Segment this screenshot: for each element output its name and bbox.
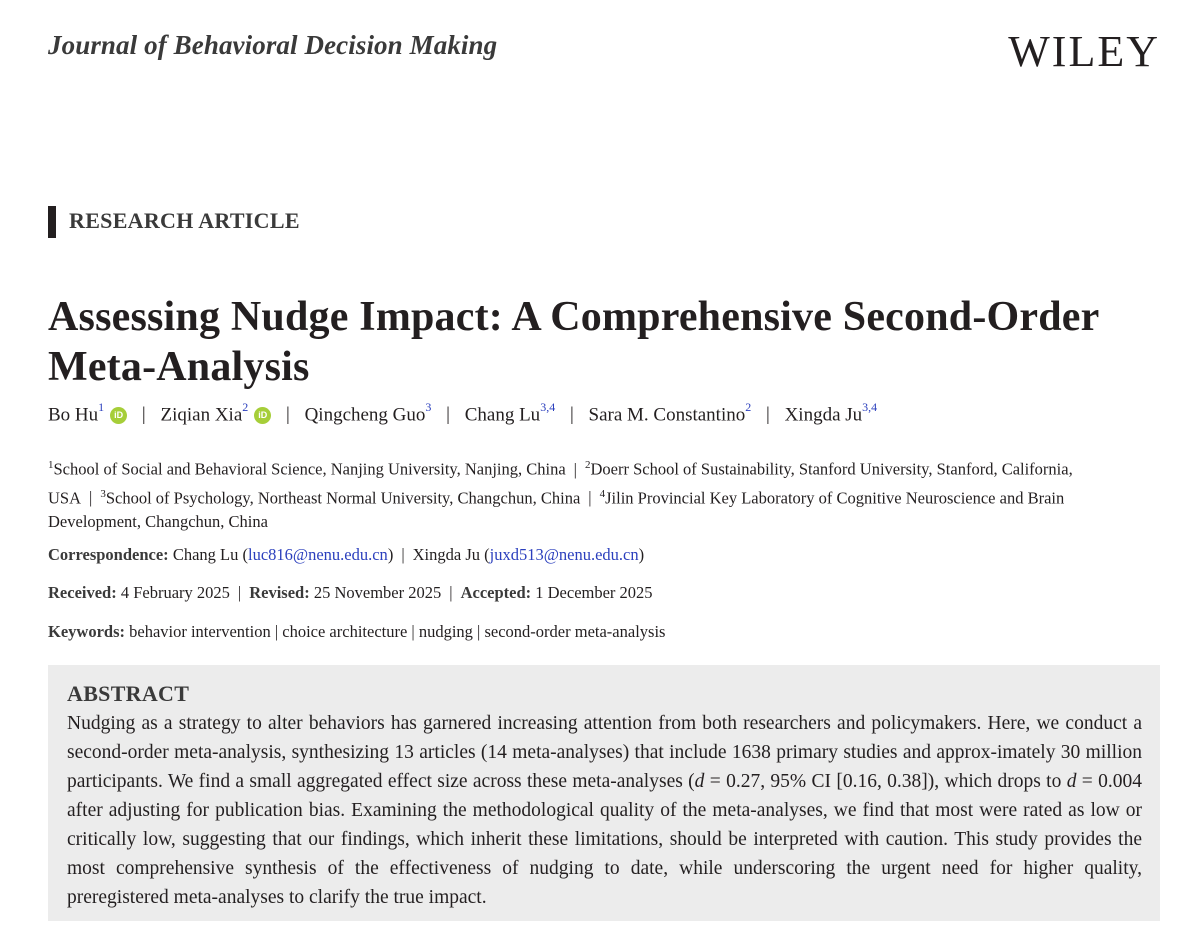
author-affiliation-sup[interactable]: 2 xyxy=(745,400,752,414)
orcid-icon[interactable]: iD xyxy=(110,407,127,424)
author-name[interactable]: Sara M. Constantino xyxy=(588,404,746,426)
abstract-text xyxy=(67,709,1142,912)
affiliation-text: Doerr School of Sustainability, Stanford University, Stanford, California, USA xyxy=(48,459,1073,507)
journal-title: Journal of Behavioral Decision Making xyxy=(48,30,498,60)
author-name[interactable]: Xingda Ju xyxy=(784,404,863,426)
affiliation-number: 4 xyxy=(599,487,606,500)
author-name[interactable]: Qingcheng Guo xyxy=(304,404,426,426)
abstract-text-part: = 0.004 after adjusting for publication bias. Examining the methodological quality of the meta-analyses, we find that most were rated as low or critically low, suggesting that our findings, which inherit these limitations, should be interpreted with caution. This study provides the most comprehensive synthesis of the effectiveness of nudging to date, while underscoring the urgent need for higher quality, preregistered meta-analyses to clarify the true impact. xyxy=(67,771,1142,908)
author-affiliation-sup[interactable]: 3,4 xyxy=(862,400,878,414)
author-separator: | xyxy=(286,404,290,426)
author-name[interactable]: Ziqian Xia xyxy=(160,404,243,426)
keywords-label: Keywords: xyxy=(48,622,125,641)
accepted-label: Accepted: xyxy=(460,583,532,602)
abstract-box xyxy=(48,665,1160,921)
correspondence-line: Correspondence: Chang Lu (luc816@nenu.edu.cn) | Xingda Ju (juxd513@nenu.edu.cn) xyxy=(48,545,645,564)
accepted-date: 1 December 2025 xyxy=(535,583,653,602)
author-separator: | xyxy=(766,404,770,426)
article-type-bar xyxy=(48,206,56,238)
author-separator: | xyxy=(569,404,574,426)
author-separator: | xyxy=(141,404,146,426)
keywords-text: behavior intervention | choice architecture | nudging | second-order meta-analysis xyxy=(129,622,666,641)
affiliation-separator: | xyxy=(89,488,93,507)
email-link[interactable]: juxd513@nenu.edu.cn xyxy=(489,545,639,564)
affiliations xyxy=(48,453,1158,534)
email-link[interactable]: luc816@nenu.edu.cn xyxy=(247,545,388,564)
author-list xyxy=(48,402,1168,426)
author-affiliation-sup[interactable]: 1 xyxy=(98,400,105,414)
article-type: RESEARCH ARTICLE xyxy=(69,208,300,233)
correspondence-name: Chang Lu xyxy=(172,545,239,564)
received-date: 4 February 2025 xyxy=(120,583,230,602)
author-affiliation-sup[interactable]: 3 xyxy=(425,400,432,414)
affiliation-separator: | xyxy=(573,459,577,479)
correspondence-label: Correspondence: xyxy=(48,545,169,564)
affiliation-text: Jilin Provincial Key Laboratory of Cognitive Neuroscience and Brain Development, Changchun, China xyxy=(48,488,1065,531)
author-separator: | xyxy=(446,404,450,426)
correspondence-name: Xingda Ju xyxy=(412,545,480,564)
affiliation-text: School of Psychology, Northeast Normal University, Changchun, China xyxy=(105,488,581,507)
abstract-text-part: = 0.27, 95% CI [0.16, 0.38]), which drops to xyxy=(704,771,1067,792)
author-affiliation-sup[interactable]: 3,4 xyxy=(540,400,556,414)
article-title: Assessing Nudge Impact: A Comprehensive Second-Order Meta-Analysis xyxy=(48,294,1099,390)
author-name[interactable]: Bo Hu xyxy=(48,404,99,426)
abstract-text-part: Nudging as a strategy to alter behaviors has garnered increasing attention from both researchers and policymakers. Here, we conduct a second-order meta-analysis, synthesizing 13 articles (14 meta-analyses) that include 1638 primary studies and approx-imately 30 million participants. We find a small aggregated effect size across these meta-analyses ( xyxy=(67,713,1142,792)
revised-label: Revised: xyxy=(249,583,310,602)
abstract-heading: ABSTRACT xyxy=(67,681,190,706)
revised-date: 25 November 2025 xyxy=(313,583,442,602)
affiliation-number: 3 xyxy=(100,487,106,500)
affiliation-text: School of Social and Behavioral Science, Nanjing University, Nanjing, China xyxy=(53,459,566,479)
affiliation-number: 1 xyxy=(48,459,54,471)
date-separator: | xyxy=(237,583,242,602)
affiliation-separator: | xyxy=(588,488,592,507)
effect-size-symbol: d xyxy=(694,771,705,792)
date-separator: | xyxy=(449,583,453,602)
effect-size-symbol: d xyxy=(1066,771,1077,792)
author-name[interactable]: Chang Lu xyxy=(464,404,541,426)
author-affiliation-sup[interactable]: 2 xyxy=(242,400,249,414)
orcid-icon[interactable]: iD xyxy=(254,407,271,424)
affiliation-number: 2 xyxy=(584,459,591,471)
correspondence-separator: | xyxy=(401,545,405,564)
dates-line xyxy=(48,583,653,603)
received-label: Received: xyxy=(48,583,117,602)
keywords-line xyxy=(48,622,665,642)
publisher-logo[interactable]: WILEY xyxy=(1008,27,1160,76)
